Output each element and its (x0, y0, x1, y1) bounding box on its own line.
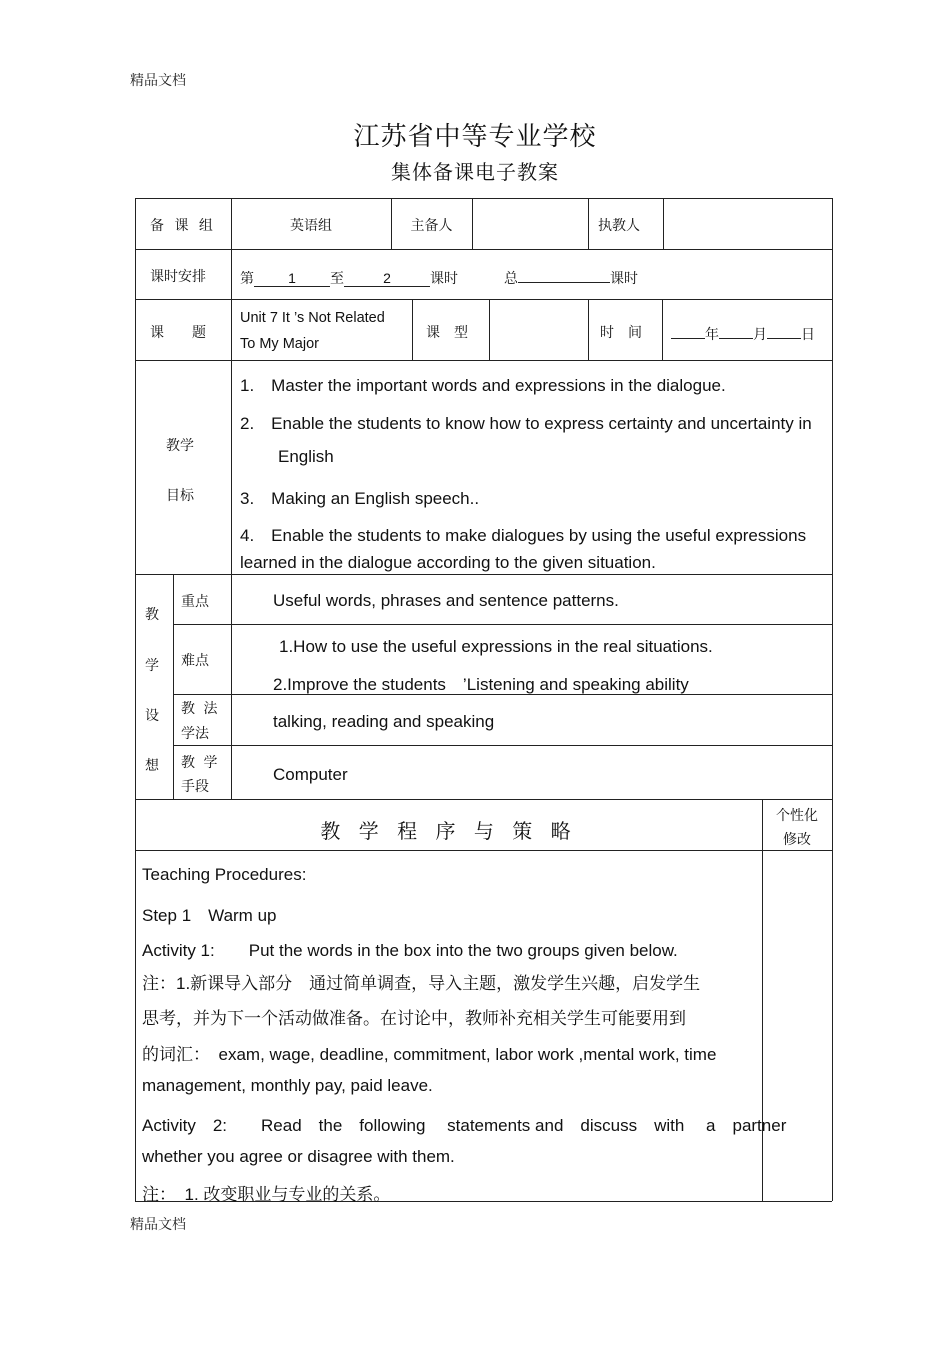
schedule-row (240, 266, 638, 288)
row-divider (135, 799, 832, 800)
group-value: 英语组 (290, 218, 332, 234)
procedure-line: Activity 1: Put the words in the box into the two groups given below. (142, 941, 678, 960)
difficulty-line-2: 2.Improve the students ’Listening and speaking ability (273, 675, 689, 694)
row-divider (135, 360, 832, 361)
column-divider (472, 198, 473, 249)
row-divider (135, 850, 832, 851)
document-subtitle: 集体备课电子教案 (391, 160, 559, 184)
personal-label-2: 修改 (783, 832, 811, 848)
preparer-label: 主备人 (410, 218, 453, 234)
column-divider (663, 198, 664, 249)
day-field[interactable] (767, 322, 801, 339)
page-header: 精品文档 (130, 73, 186, 89)
column-divider (662, 299, 663, 360)
column-divider (489, 299, 490, 360)
month-field[interactable] (719, 322, 753, 339)
key-points-value: Useful words, phrases and sentence patterns. (273, 591, 619, 610)
time-label: 时 间 (600, 325, 642, 341)
objectives-label-2: 目标 (166, 488, 194, 504)
table-border-left (135, 198, 136, 1201)
procedure-heading: 教 学 程 序 与 策 略 (320, 819, 577, 843)
document-title: 江苏省中等专业学校 (353, 122, 597, 152)
day-word: 日 (801, 327, 815, 343)
procedure-line: 的词汇： exam, wage, deadline, commitment, labor work ,mental work, time (142, 1045, 717, 1064)
date-row (671, 322, 815, 344)
key-points-label: 重点 (181, 594, 209, 610)
design-side-char: 教 (145, 607, 159, 623)
schedule-total-unit: 课时 (610, 271, 638, 287)
column-divider (412, 299, 413, 360)
schedule-unit: 课时 (430, 271, 458, 287)
row-divider (173, 745, 832, 746)
schedule-prefix: 第 (240, 271, 254, 287)
objective-item: 4. Enable the students to make dialogues by using the useful expressions (240, 526, 807, 545)
means-value: Computer (273, 765, 348, 784)
year-field[interactable] (671, 322, 705, 339)
objectives-label-1: 教学 (166, 438, 194, 454)
procedure-line: Teaching Procedures: (142, 865, 307, 884)
table-border-top (135, 198, 832, 199)
objective-item: 1. Master the important words and expressions in the dialogue. (240, 376, 726, 395)
objective-item: 3. Making an English speech.. (240, 489, 480, 508)
personal-label-1: 个性化 (776, 808, 818, 824)
procedure-line: whether you agree or disagree with them. (142, 1147, 455, 1166)
method-label-2: 学法 (181, 726, 209, 742)
row-divider (135, 249, 832, 250)
procedure-line: 思考，并为下一个活动做准备。在讨论中，教师补充相关学生可能要用到 (142, 1009, 686, 1028)
column-divider (173, 574, 174, 799)
column-divider (588, 299, 589, 360)
row-divider (173, 624, 832, 625)
means-label-1: 教 学 (181, 755, 220, 771)
design-side-char: 学 (145, 658, 159, 674)
row-divider (135, 299, 832, 300)
column-divider (231, 198, 232, 799)
design-side-char: 想 (145, 758, 159, 774)
objective-item: 2. Enable the students to know how to express certainty and uncertainty in (240, 414, 812, 433)
difficulty-label: 难点 (181, 653, 209, 669)
column-divider (588, 198, 589, 249)
design-side-char: 设 (145, 708, 159, 724)
schedule-from-field[interactable]: 1 (254, 270, 330, 287)
topic-line-2: To My Major (240, 336, 319, 352)
difficulty-line-1: 1.How to use the useful expressions in the real situations. (279, 637, 713, 656)
procedure-line: 注： 1. 改变职业与专业的关系。 (142, 1185, 391, 1204)
procedure-line: Activity 2: Read the following statements and discuss with a partner (142, 1116, 787, 1135)
procedure-line: Step 1 Warm up (142, 906, 277, 925)
topic-line-1: Unit 7 It ’s Not Related (240, 310, 385, 326)
method-label-1: 教 法 (181, 701, 220, 717)
type-label: 课 型 (426, 325, 468, 341)
schedule-to-word: 至 (330, 271, 344, 287)
schedule-total-field[interactable] (518, 266, 610, 283)
group-label: 备 课 组 (150, 218, 216, 234)
topic-label: 课 题 (150, 325, 206, 341)
schedule-to-field[interactable]: 2 (344, 270, 430, 287)
procedure-line: management, monthly pay, paid leave. (142, 1076, 433, 1095)
means-label-2: 手段 (181, 779, 209, 795)
table-border-right (832, 198, 833, 1201)
month-word: 月 (753, 327, 767, 343)
schedule-total-word: 总 (504, 271, 518, 287)
teacher-label: 执教人 (598, 218, 640, 234)
objective-item: learned in the dialogue according to the given situation. (240, 553, 656, 572)
year-word: 年 (705, 327, 719, 343)
row-divider (135, 574, 832, 575)
method-value: talking, reading and speaking (273, 712, 495, 731)
schedule-label: 课时安排 (150, 269, 206, 285)
column-divider (762, 799, 763, 1201)
page-footer: 精品文档 (130, 1217, 186, 1233)
objective-item: English (278, 447, 334, 466)
procedure-line: 注：1.新课导入部分 通过简单调查，导入主题，激发学生兴趣，启发学生 (142, 974, 701, 993)
